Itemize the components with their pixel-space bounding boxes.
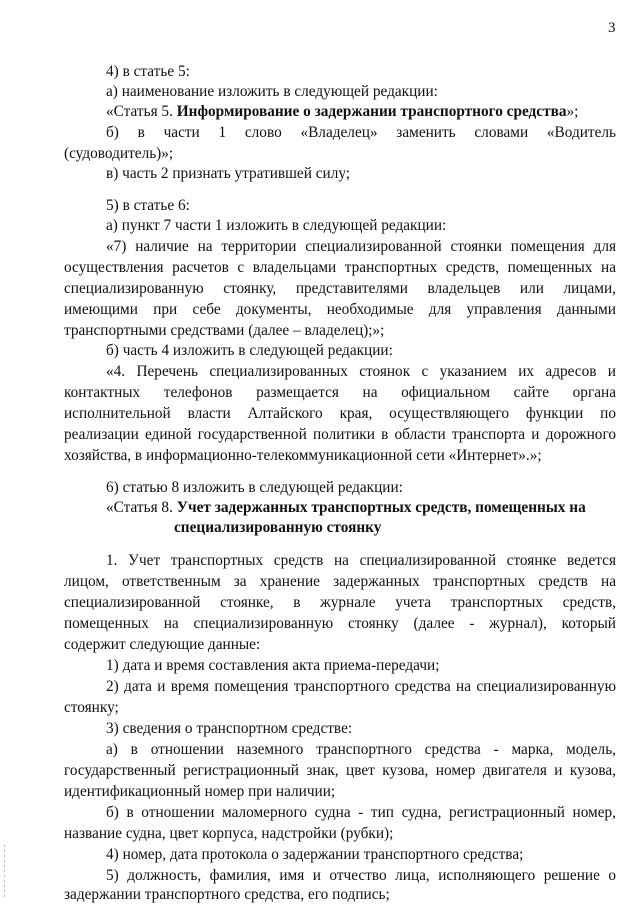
- line-p13d: помещенных на специализированную стоянку (далее - журнал), который: [64, 615, 616, 632]
- line-p4b: (судоводитель)»;: [64, 145, 174, 162]
- line-p13b: лицом, ответственным за хранение задержанных транспортных средств на: [64, 573, 616, 590]
- article-5-title: Информирование о задержании транспортного средства: [176, 103, 567, 120]
- line-p4a: б) в части 1 слово «Владелец» заменить словами «Водитель: [106, 124, 616, 141]
- line-p1: 4) в статье 5:: [106, 63, 190, 80]
- line-p8c: специализированную стоянку, представителями владельцев или лицами,: [64, 280, 616, 297]
- line-p10c: исполнительной власти Алтайского края, осуществляющего функции по: [64, 405, 616, 422]
- article-8-title-2: специализированную стоянку: [174, 519, 382, 536]
- line-p13a: 1. Учет транспортных средств на специализированной стоянке ведется: [106, 552, 616, 569]
- line-p15a: 2) дата и время помещения транспортного средства на специализированную: [106, 678, 616, 695]
- line-p18a: б) в отношении маломерного судна - тип судна, регистрационный номер,: [106, 804, 616, 821]
- line-p14: 1) дата и время составления акта приема-передачи;: [106, 657, 440, 674]
- line-p10e: хозяйства, в информационно-телекоммуникационной сети «Интернет».»;: [64, 447, 542, 464]
- line-p15b: стоянку;: [64, 699, 119, 716]
- line-p20b: задержании транспортного средства, его подпись;: [64, 886, 390, 903]
- line-p20a: 5) должность, фамилия, имя и отчество лица, исполняющего решение о: [106, 867, 616, 884]
- line-p3: [106, 102, 578, 122]
- page-number: 3: [608, 20, 616, 36]
- line-p2: а) наименование изложить в следующей редакции:: [106, 83, 438, 100]
- scan-edge-mark: [4, 845, 5, 900]
- line-p8b: осуществления расчетов с владельцами транспортных средств, помещенных на: [64, 259, 616, 276]
- article-8-title-1: Учет задержанных транспортных средств, помещенных на: [176, 499, 586, 516]
- article-5-prefix: «Статья 5.: [106, 103, 177, 120]
- line-p7: а) пункт 7 части 1 изложить в следующей редакции:: [106, 217, 447, 234]
- line-p18b: название судна, цвет корпуса, надстройки (рубки);: [64, 825, 394, 842]
- line-p5: в) часть 2 признать утратившей силу;: [106, 165, 351, 182]
- article-8-prefix: «Статья 8.: [106, 499, 177, 516]
- line-p13c: специализированной стоянке, в журнале учета транспортных средств,: [64, 594, 616, 611]
- line-p13e: содержит следующие данные:: [64, 636, 261, 653]
- line-p8d: имеющими при себе документы, необходимые для управления данными: [64, 301, 616, 318]
- line-p11: 6) статью 8 изложить в следующей редакции:: [106, 479, 403, 496]
- line-p10d: реализации единой государственной политики в области транспорта и дорожного: [64, 426, 616, 443]
- line-p16: 3) сведения о транспортном средстве:: [106, 720, 353, 737]
- line-p19: 4) номер, дата протокола о задержании транспортного средства;: [106, 846, 524, 863]
- line-p17a: а) в отношении наземного транспортного средства - марка, модель,: [106, 741, 616, 758]
- line-p8e: транспортными средствами (далее – владелец);»;: [64, 322, 385, 339]
- line-p8a: «7) наличие на территории специализированной стоянки помещения для: [106, 238, 616, 255]
- line-p17b: государственный регистрационный знак, цвет кузова, номер двигателя и кузова,: [64, 762, 616, 779]
- line-p9: б) часть 4 изложить в следующей редакции:: [106, 342, 393, 359]
- line-p6: 5) в статье 6:: [106, 197, 190, 214]
- line-p10a: «4. Перечень специализированных стоянок с указанием их адресов и: [106, 363, 616, 380]
- article-5-suffix: »;: [566, 103, 579, 120]
- line-p17c: идентификационный номер при наличии;: [64, 783, 336, 800]
- line-p12: [106, 498, 586, 518]
- line-p10b: контактных телефонов размещается на официальном сайте органа: [64, 384, 616, 401]
